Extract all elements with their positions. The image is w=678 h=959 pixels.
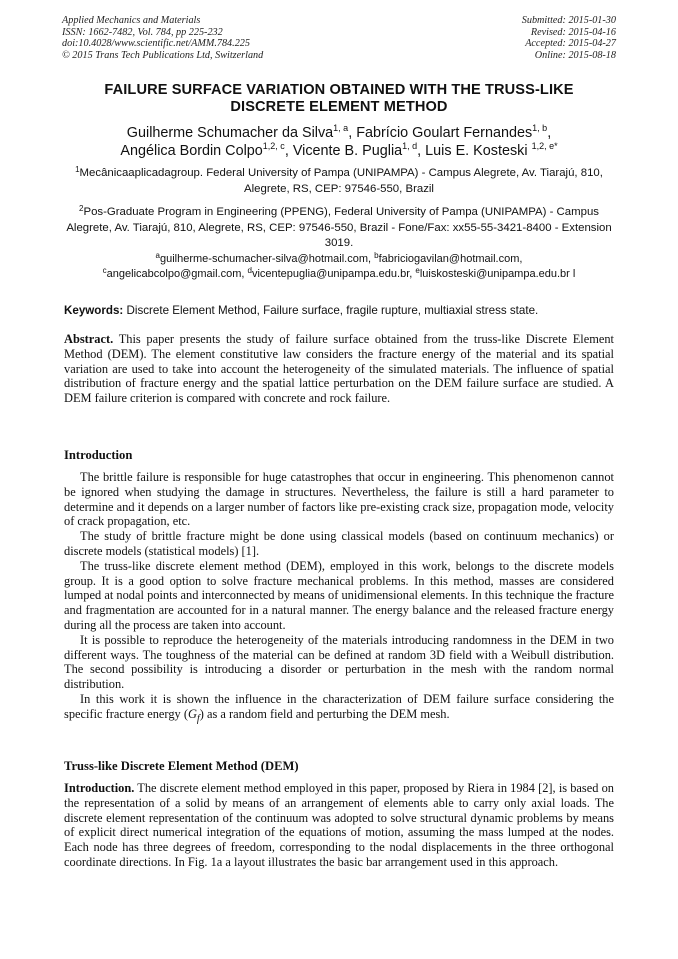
author-list (60, 124, 618, 160)
introduction-body (64, 470, 614, 727)
author-2: Fabrício Goulart Fernandes$^{1, b}$, (356, 123, 552, 141)
journal-issn: ISSN: 1662-7482, Vol. 784, pp 225-232 (62, 26, 223, 38)
publication-dates (522, 15, 616, 61)
abstract-label: Abstract. (64, 332, 114, 346)
journal-name: Applied Mechanics and Materials (62, 15, 201, 26)
author-5: Luis E. Kosteski $^{1,2, e*}$ (425, 141, 558, 159)
journal-doi[interactable]: doi:10.4028/www.scientific.net/AMM.784.225 (62, 38, 250, 49)
date-accepted: Accepted: 2015-04-27 (525, 38, 616, 49)
keywords-text: Discrete Element Method, Failure surface, fragile rupture, multiaxial stress state. (123, 304, 539, 317)
author-emails: $^a$guilherme-schumacher-silva@hotmail.com, $^b$fabriciogavilan@hotmail.com, $^c$angelicabcolpo@gmail.com, $^d$vicentepuglia@unipampa.edu.br, $^e$luiskosteski@unipampa.edu.br l (102, 251, 576, 280)
paragraph: The study of brittle fracture might be done using classical models (based on continuum mechanics) or discrete models (statistical models) [1]. (64, 529, 614, 558)
title-line-1: FAILURE SURFACE VARIATION OBTAINED WITH THE TRUSS-LIKE (104, 82, 574, 98)
keywords (64, 304, 616, 318)
paragraph: In this work it is shown the influence in the characterization of DEM failure surface considering the specific fracture energy $(G_f)$ as a random field and perturbing the DEM mesh. (64, 691, 614, 725)
paragraph: Introduction. The discrete element method employed in this paper, proposed by Riera in 1984 [2], is based on the representation of a solid by means of an arrangement of elements able to carry only axial loads. The discrete element representation of the continuum was adopted to solve structural dynamic problems by means of explicit direct numerical integration of the equations of motion, assuming the mass lumped at the nodes. Each node has three degrees of freedom, corresponding to the nodal displacements in the three orthogonal coordinate directions. In Fig. 1a a layout illustrates the basic bar arrangement used in this approach. (64, 781, 614, 869)
author-3: Angélica Bordin Colpo$^{1,2, c}$, (120, 141, 293, 159)
title-line-2: DISCRETE ELEMENT METHOD (230, 99, 448, 115)
journal-copyright: © 2015 Trans Tech Publications Ltd, Switzerland (62, 49, 264, 61)
subsection-lead: Introduction. (64, 781, 135, 795)
affiliation-2: $^2$Pos-Graduate Program in Engineering (PPENG), Federal University of Pampa (UNIPAMPA) - Campus Alegrete, Av. Tiarajú, 810, Alegrete, RS, CEP: 97546-550, Brazil - Fone/Fax: xx55-55-3421-8400 - Extension 3019. (66, 204, 612, 249)
paragraph: It is possible to reproduce the heterogeneity of the materials introducing randomness in the DEM in two different ways. The toughness of the material can be defined at random 3D field with a Weibull distribution. The second possibility is introducing a disorder or perturbation in the mesh with the random normal distribution. (64, 632, 614, 692)
author-4: Vicente B. Puglia$^{1, d}$, (292, 141, 426, 159)
email-a[interactable]: $^a$guilherme-schumacher-silva@hotmail.com (155, 251, 369, 265)
author-1: Guilherme Schumacher da Silva$^{1, a}$, (126, 123, 357, 141)
date-revised: Revised: 2015-04-16 (530, 26, 616, 38)
email-d[interactable]: $^d$vicentepuglia@unipampa.edu.br (247, 266, 410, 280)
journal-info (62, 15, 263, 61)
paragraph: The brittle failure is responsible for huge catastrophes that occur in engineering. This phenomenon cannot be ignored when studying the damage in structures. Nevertheless, the failure is still a hard parameter to determine and it depends on a larger number of factors like pre-existing crack size, propagation mode, velocity of crack propagation, etc. (64, 470, 614, 529)
date-online: Online: 2015-08-18 (534, 49, 616, 61)
truss-dem-body (64, 781, 614, 870)
fracture-energy-symbol: $G_f$ (187, 706, 200, 725)
paper-title (60, 82, 618, 116)
abstract (64, 332, 614, 406)
section-heading-truss-dem: Truss-like Discrete Element Method (DEM) (64, 759, 299, 773)
paragraph: The truss-like discrete element method (DEM), employed in this work, belongs to the discrete models group. It is a good option to solve fracture mechanical problems. In this method, masses are considered lumped at nodal points and interconnected by means of unidimensional elements. In this technique the fracture and fragmentation are accounted for in a natural manner. The energy balance and the released fracture energy during all the process are taken into account. (64, 558, 614, 632)
email-b[interactable]: $^b$fabriciogavilan@hotmail.com (374, 251, 520, 265)
keywords-label: Keywords: (64, 304, 124, 317)
affiliation-1: $^1$Mecânicaaplicadagroup. Federal University of Pampa (UNIPAMPA) - Campus Alegrete, Av. Tiarajú, 810, Alegrete, RS, CEP: 97546-550, Brazil (75, 165, 603, 195)
date-submitted: Submitted: 2015-01-30 (521, 15, 616, 26)
section-heading-introduction: Introduction (64, 448, 133, 462)
email-c[interactable]: $^c$angelicabcolpo@gmail.com (102, 266, 242, 280)
abstract-text: This paper presents the study of failure surface obtained from the truss-like Discrete Element Method (DEM). The element constitutive law considers the fracture energy of the material and its spatial variation are used to take into account the heterogeneity of the simulated materials. The influence of spatial distribution of fracture energy and the spatial lattice perturbation on the DEM failure surface are studied. A DEM failure criterion is compared with concrete and rock failure. (64, 332, 614, 406)
email-e[interactable]: $^e$luiskosteski@unipampa.edu.br l (415, 266, 576, 280)
